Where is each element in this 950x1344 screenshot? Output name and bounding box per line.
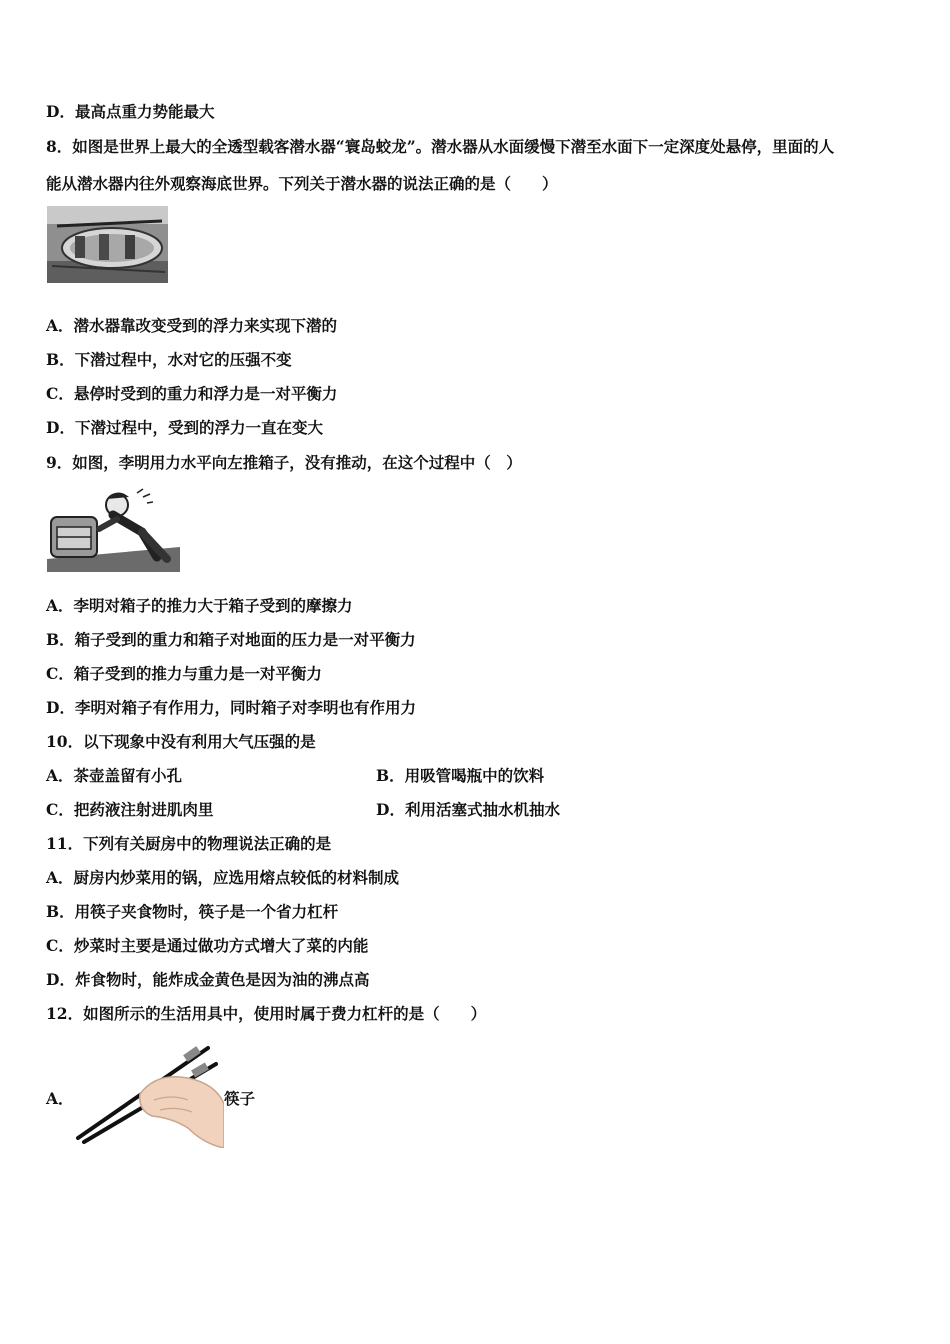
q11-option-c: C．炒菜时主要是通过做功方式增大了菜的内能 <box>46 936 369 955</box>
q9-option-a: A．李明对箱子的推力大于箱子受到的摩擦力 <box>46 596 353 615</box>
q9-option-c: C．箱子受到的推力与重力是一对平衡力 <box>46 664 322 683</box>
q8-option-b: B．下潜过程中，水对它的压强不变 <box>46 350 292 369</box>
q11-stem: 11．下列有关厨房中的物理说法正确的是 <box>46 834 332 853</box>
q8-option-a: A．潜水器靠改变受到的浮力来实现下潜的 <box>46 316 338 335</box>
q8-option-d: D．下潜过程中，受到的浮力一直在变大 <box>46 418 323 437</box>
q12-option-a-letter: A． <box>46 1089 74 1108</box>
q11-option-d: D．炸食物时，能炸成金黄色是因为油的沸点高 <box>46 970 370 989</box>
q11-option-b: B．用筷子夹食物时，筷子是一个省力杠杆 <box>46 902 339 921</box>
q11-option-a: A．厨房内炒菜用的锅，应选用熔点较低的材料制成 <box>46 868 400 887</box>
q9-option-b: B．箱子受到的重力和箱子对地面的压力是一对平衡力 <box>46 630 416 649</box>
q7-option-d: D．最高点重力势能最大 <box>46 102 215 121</box>
q8-option-c: C．悬停时受到的重力和浮力是一对平衡力 <box>46 384 338 403</box>
q8-stem-line2: 能从潜水器内往外观察海底世界。下列关于潜水器的说法正确的是（ ） <box>46 174 558 193</box>
q10-option-a: A．茶壶盖留有小孔 <box>46 766 183 785</box>
q12-stem: 12．如图所示的生活用具中，使用时属于费力杠杆的是（ ） <box>46 1004 487 1023</box>
submersible-photo <box>47 206 168 283</box>
q10-option-b: B．用吸管喝瓶中的饮料 <box>376 766 545 785</box>
q8-stem-line1: 8．如图是世界上最大的全透型载客潜水器“寰岛蛟龙”。潜水器从水面缓慢下潜至水面下一定深度处悬停，里面的人 <box>46 137 835 156</box>
q10-option-d: D．利用活塞式抽水机抽水 <box>376 800 560 819</box>
pushing-box-illustration <box>47 487 180 572</box>
chopsticks-illustration <box>76 1044 224 1148</box>
q12-option-a-caption: 筷子 <box>224 1089 256 1108</box>
q10-stem: 10．以下现象中没有利用大气压强的是 <box>46 732 316 751</box>
q9-stem: 9．如图，李明用力水平向左推箱子，没有推动，在这个过程中（ ） <box>46 453 522 472</box>
q10-option-c: C．把药液注射进肌肉里 <box>46 800 214 819</box>
q9-option-d: D．李明对箱子有作用力，同时箱子对李明也有作用力 <box>46 698 416 717</box>
